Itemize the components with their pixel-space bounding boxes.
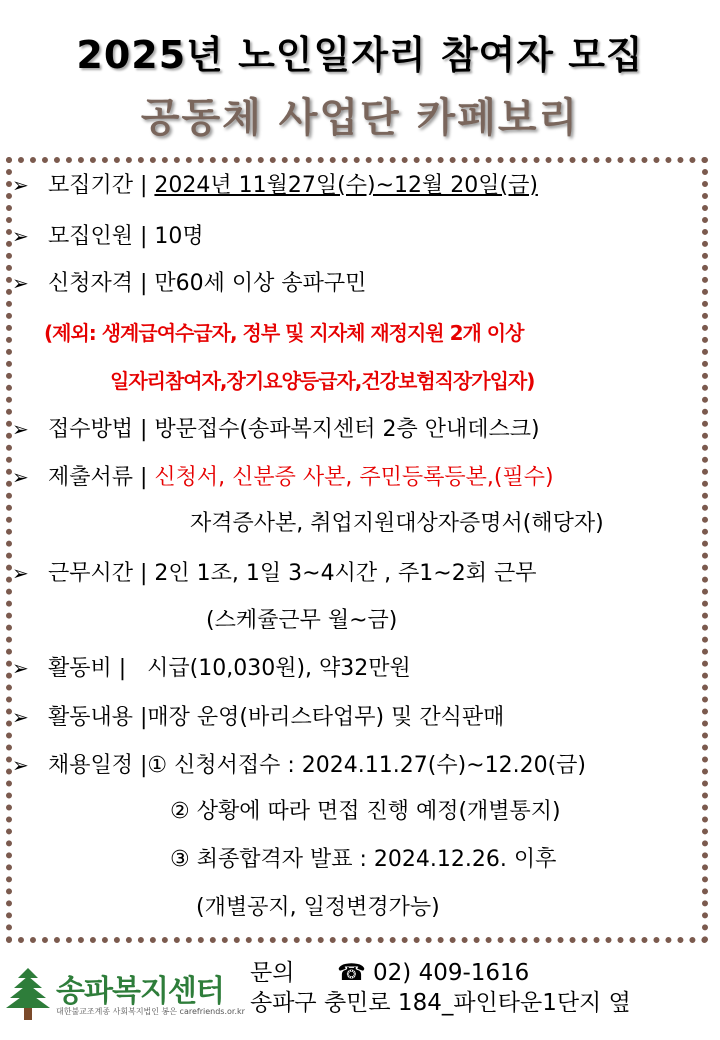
- arrow-bullet-icon: ➢: [12, 705, 29, 729]
- arrow-bullet-icon: ➢: [12, 753, 29, 777]
- count-value: 10명: [154, 224, 204, 249]
- exclusion-line-2: 일자리참여자,장기요양등급자,건강보험직장가입자): [110, 369, 535, 393]
- content-label: 활동내용 |: [48, 705, 148, 730]
- page-title: 2025년 노인일자리 참여자 모집: [76, 33, 644, 77]
- logo-subtext: 대한불교조계종 사회복지법인 봉은 carefriends.or.kr: [56, 1007, 245, 1016]
- hours-value: 2인 1조, 1일 3~4시간 , 주1~2회 근무: [154, 561, 537, 586]
- period-value: 2024년 11월27일(수)~12월 20일(금): [154, 173, 538, 198]
- count-label: 모집인원 |: [48, 224, 155, 249]
- pay-label: 활동비 |: [48, 656, 148, 681]
- arrow-bullet-icon: ➢: [12, 173, 29, 197]
- period-label: 모집기간 |: [48, 173, 155, 198]
- schedule-step2: ② 상황에 따라 면접 진행 예정(개별통지): [170, 799, 561, 824]
- tree-logo-icon: [6, 966, 50, 1022]
- schedule-label: 채용일정 |: [48, 753, 148, 778]
- phone-icon: ☎: [337, 960, 366, 986]
- hours-label: 근무시간 |: [48, 561, 155, 586]
- arrow-bullet-icon: ➢: [12, 465, 29, 489]
- item-period: [12, 170, 538, 201]
- item-hours: [12, 558, 536, 589]
- hours-schedule: (스케쥴근무 월~금): [206, 608, 398, 633]
- arrow-bullet-icon: ➢: [12, 271, 29, 295]
- pay-value: 시급(10,030원), 약32만원: [147, 656, 411, 681]
- arrow-bullet-icon: ➢: [12, 656, 29, 680]
- address: 송파구 충민로 184_파인타운1단지 옆: [250, 990, 631, 1016]
- qualification-label: 신청자격 |: [48, 271, 155, 296]
- method-label: 접수방법 |: [48, 417, 155, 442]
- method-value: 방문접수(송파복지센터 2층 안내데스크): [154, 417, 540, 442]
- item-pay: [12, 653, 411, 684]
- arrow-bullet-icon: ➢: [12, 561, 29, 585]
- contact-info: [250, 958, 631, 1018]
- item-qualification: [12, 268, 366, 299]
- schedule-step1: ① 신청서접수 : 2024.11.27(수)~12.20(금): [147, 753, 587, 778]
- item-method: [12, 414, 540, 445]
- content-value: 매장 운영(바리스타업무) 및 간식판매: [147, 705, 505, 730]
- item-content: [12, 702, 504, 733]
- schedule-note: (개별공지, 일정변경가능): [196, 895, 440, 920]
- phone-number: 02) 409-1616: [373, 960, 530, 986]
- documents-required: 신청서, 신분증 사본, 주민등록등본,(필수): [154, 465, 554, 490]
- center-logo: [6, 962, 245, 1028]
- arrow-bullet-icon: ➢: [12, 417, 29, 441]
- qualification-value: 만60세 이상 송파구민: [154, 271, 367, 296]
- contact-label: 문의: [250, 960, 295, 986]
- documents-label: 제출서류 |: [48, 465, 155, 490]
- logo-text: 송파복지센터: [56, 974, 224, 1009]
- item-schedule: [12, 750, 586, 781]
- documents-optional: 자격증사본, 취업지원대상자증명서(해당자): [190, 511, 604, 536]
- exclusion-line-1: (제외: 생계급여수급자, 정부 및 지자체 재정지원 2개 이상: [44, 321, 524, 345]
- page-subtitle: 공동체 사업단 카페보리: [140, 95, 580, 141]
- arrow-bullet-icon: ➢: [12, 224, 29, 248]
- schedule-step3: ③ 최종합격자 발표 : 2024.12.26. 이후: [170, 847, 557, 872]
- item-count: [12, 221, 204, 252]
- item-documents: [12, 462, 554, 493]
